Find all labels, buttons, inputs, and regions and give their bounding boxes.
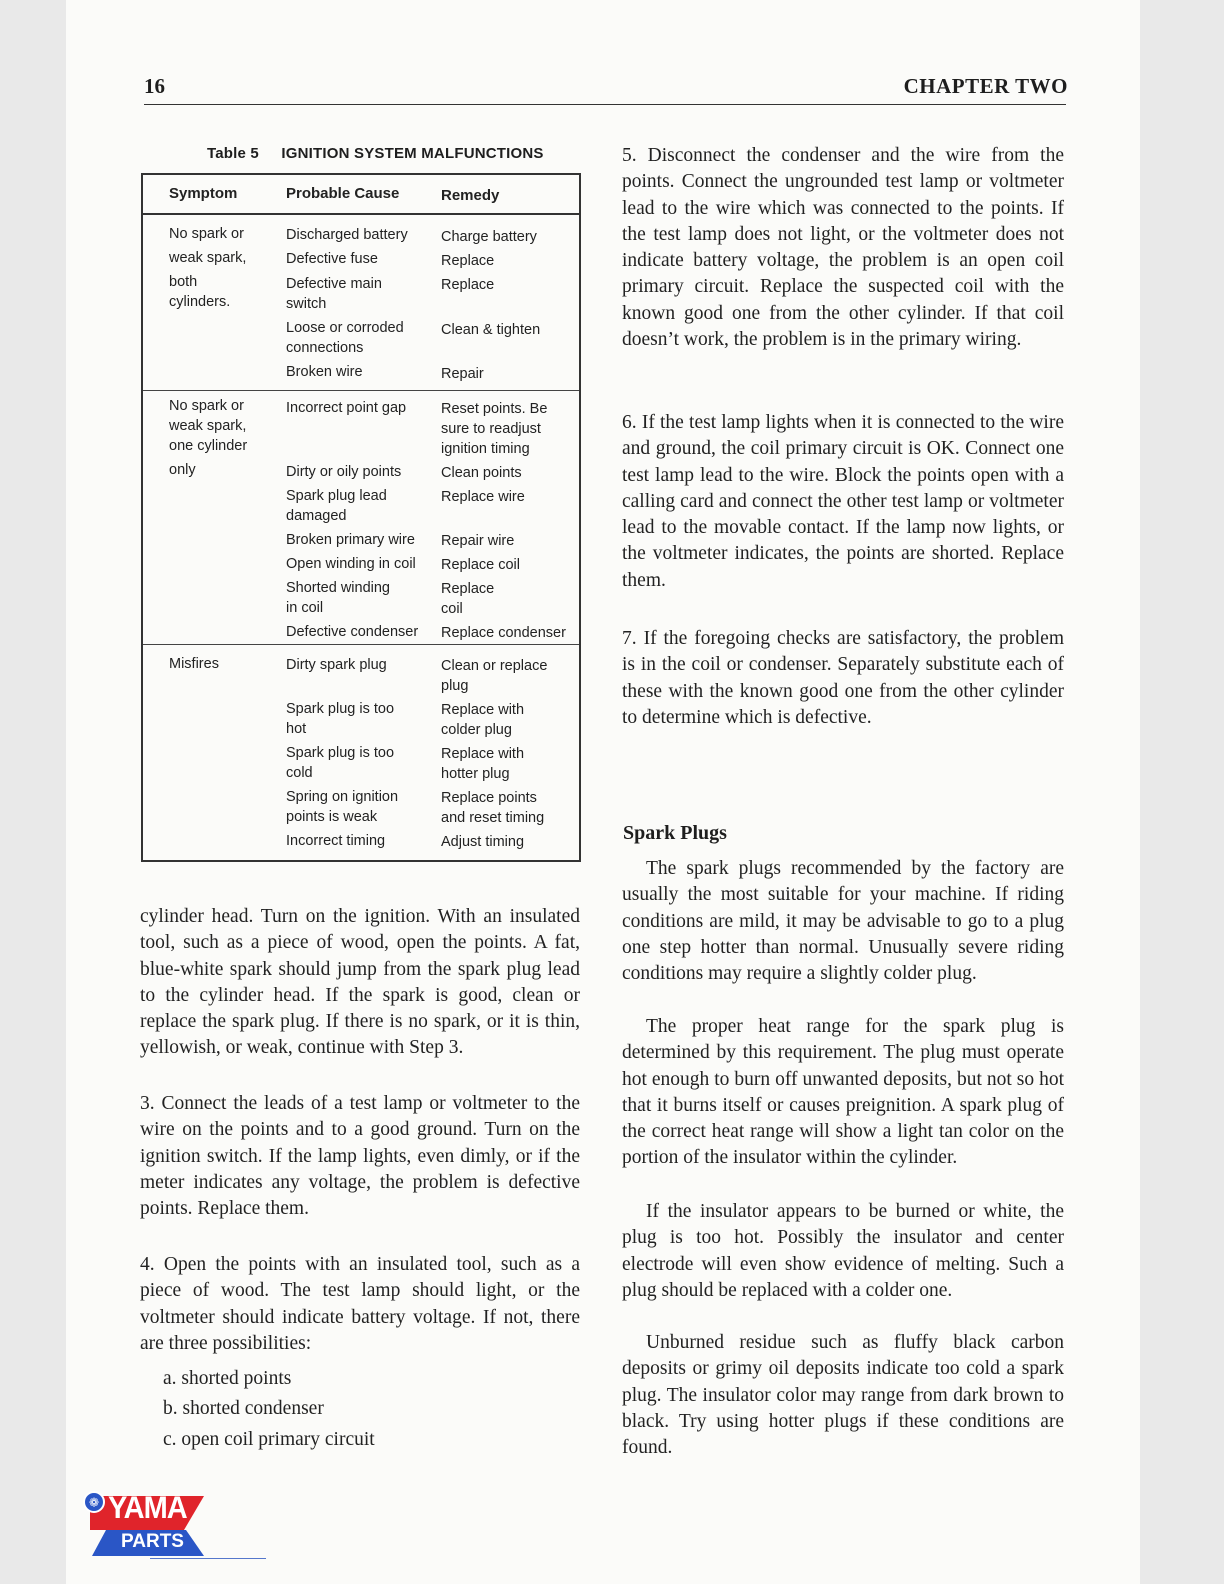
page-number: 16 <box>144 74 165 98</box>
remedy-line: Replace condenser <box>441 625 566 641</box>
remedy-line: plug <box>441 678 469 694</box>
remedy-line: and reset timing <box>441 810 545 826</box>
header-rule <box>144 104 1066 105</box>
table-group-misfires <box>143 644 579 860</box>
section-title-spark-plugs: Spark Plugs <box>623 822 727 844</box>
cause-line: Defective fuse <box>286 251 378 267</box>
table-header <box>143 175 579 215</box>
remedy-line: coil <box>441 601 463 617</box>
cause-line: Broken primary wire <box>286 532 415 548</box>
remedy-line: Clean or replace <box>441 658 548 674</box>
logo-underline <box>150 1558 266 1559</box>
symptom-line: No spark or <box>169 398 244 414</box>
paragraph-step4: 4. Open the points with an insulated tool, such as a piece of wood. The test lamp should light, or the voltmeter should indicate battery voltage. If not, there are three possibilities: <box>140 1254 580 1354</box>
symptom-line: cylinders. <box>169 294 231 310</box>
cause-line: Incorrect timing <box>286 833 386 849</box>
paragraph-spark-plugs-1: The spark plugs recommended by the factory are usually the most suitable for your machine. If riding conditions are mild, it may be advisable to go to a plug one step hotter than normal. Unusually severe riding conditions may require a slightly colder plug. <box>622 858 1064 985</box>
paragraph-step7: 7. If the foregoing checks are satisfactory, the problem is in the coil or condenser. Separately substitute each of these with the known good one from the other cylinder to determine which is defective. <box>622 628 1064 728</box>
paragraph-step5: 5. Disconnect the condenser and the wire from the points. Connect the ungrounded test lamp or voltmeter lead to the wire which was connected to the points. If the test lamp does not light, or the voltmeter does not indicate battery voltage, the problem is an open coil primary circuit. Replace the suspected coil with the known good one from the other cylinder. If that coil doesn’t work, the problem is in the primary wiring. <box>622 145 1064 351</box>
symptom-line: weak spark, <box>169 418 247 434</box>
malfunction-table <box>141 173 581 862</box>
symptom-line: one cylinder <box>169 438 248 454</box>
cause-line: Spark plug is too <box>286 701 395 717</box>
remedy-line: Adjust timing <box>441 834 525 850</box>
header-remedy: Remedy <box>441 187 500 204</box>
paragraph-step6: 6. If the test lamp lights when it is connected to the wire and ground, the coil primary circuit is OK. Connect one test lamp lead to the wire. Block the points open with a calling card and connect the other test lamp or voltmeter lead to the movable contact. If the lamp now lights, or the voltmeter indicates, the points are shorted. Replace them. <box>622 412 1064 591</box>
list-item: b. shorted condenser <box>163 1398 324 1419</box>
cause-line: Dirty or oily points <box>286 464 402 480</box>
cause-line: Defective main <box>286 276 382 292</box>
table-group-one-cylinder <box>143 390 579 645</box>
cause-line: Broken wire <box>286 364 363 380</box>
logo-word-parts: PARTS <box>121 1531 184 1552</box>
symptom-line: No spark or <box>169 226 244 242</box>
remedy-line: ignition timing <box>441 441 530 457</box>
cause-line: in coil <box>286 600 324 616</box>
cause-line: Dirty spark plug <box>286 657 387 673</box>
svg-text:❁: ❁ <box>88 1495 100 1510</box>
remedy-line: Replace points <box>441 790 537 806</box>
remedy-line: Replace with <box>441 746 525 762</box>
list-item: a. shorted points <box>163 1368 292 1389</box>
table-number: Table 5 <box>207 145 259 162</box>
cause-line: Spring on ignition <box>286 789 399 805</box>
cause-line: cold <box>286 765 313 781</box>
symptom-line: weak spark, <box>169 250 247 266</box>
symptom-line: only <box>169 462 196 478</box>
remedy-line: Replace <box>441 253 495 269</box>
table-title: IGNITION SYSTEM MALFUNCTIONS <box>281 145 544 162</box>
cause-line: hot <box>286 721 307 737</box>
paragraph-spark-plugs-2: The proper heat range for the spark plug is determined by this requirement. The plug must operate hot enough to burn off unwanted deposits, but not so hot that it burns itself or causes preignition. A spark plug of the correct heat range will show a light tan color on the portion of the insulator within the cylinder. <box>622 1016 1064 1169</box>
logo-word-yama: YAMA <box>108 1490 187 1526</box>
paragraph-spark-plugs-3: If the insulator appears to be burned or white, the plug is too hot. Possibly the insulator and center electrode will even show evidence of melting. Such a plug should be replaced with a colder one. <box>622 1201 1064 1301</box>
cause-line: Spark plug lead <box>286 488 387 504</box>
chapter-title: CHAPTER TWO <box>903 74 1068 98</box>
cause-line: Discharged battery <box>286 227 408 243</box>
header-symptom: Symptom <box>169 185 238 202</box>
cause-line: damaged <box>286 508 347 524</box>
remedy-line: Clean & tighten <box>441 322 541 338</box>
header-cause: Probable Cause <box>286 185 400 202</box>
cause-line: switch <box>286 296 327 312</box>
remedy-line: hotter plug <box>441 766 510 782</box>
cause-line: Incorrect point gap <box>286 400 407 416</box>
cause-line: Loose or corroded <box>286 320 404 336</box>
cause-line: Defective condenser <box>286 624 419 640</box>
remedy-line: Replace <box>441 277 495 293</box>
remedy-line: Replace wire <box>441 489 525 505</box>
remedy-line: Replace coil <box>441 557 520 573</box>
remedy-line: Repair wire <box>441 533 515 549</box>
remedy-line: Replace <box>441 581 495 597</box>
symptom-line: Misfires <box>169 656 219 672</box>
remedy-line: Replace with <box>441 702 525 718</box>
remedy-line: Clean points <box>441 465 522 481</box>
paragraph-step2-continued: cylinder head. Turn on the ignition. With an insulated tool, such as a piece of wood, open the points. A fat, blue-white spark should jump from the spark plug lead to the cylinder head. If the spark is good, clean or replace the spark plug. If there is no spark, or it is thin, yellowish, or weak, continue with Step 3. <box>140 906 580 1059</box>
paragraph-step3: 3. Connect the leads of a test lamp or voltmeter to the wire on the points and to a good ground. Turn on the ignition switch. If the lamp lights, even dimly, or if the meter indicates any voltage, the problem is defective points. Replace them. <box>140 1093 580 1220</box>
cause-line: connections <box>286 340 364 356</box>
remedy-line: Reset points. Be <box>441 401 548 417</box>
remedy-line: sure to readjust <box>441 421 541 437</box>
paragraph-spark-plugs-4: Unburned residue such as fluffy black carbon deposits or grimy oil deposits indicate too cold a spark plug. The insulator color may range from dark brown to black. Try using hotter plugs if these conditions are found. <box>622 1332 1064 1459</box>
cause-line: Open winding in coil <box>286 556 416 572</box>
cause-line: Shorted winding <box>286 580 390 596</box>
remedy-line: colder plug <box>441 722 512 738</box>
remedy-line: Repair <box>441 366 484 382</box>
symptom-line: both <box>169 274 198 290</box>
list-item: c. open coil primary circuit <box>163 1429 375 1450</box>
table-group-both-cylinders <box>143 213 579 391</box>
yamaparts-logo <box>82 1490 272 1562</box>
cause-line: Spark plug is too <box>286 745 395 761</box>
remedy-line: Charge battery <box>441 229 537 245</box>
table-caption <box>207 145 544 162</box>
cause-line: points is weak <box>286 809 378 825</box>
